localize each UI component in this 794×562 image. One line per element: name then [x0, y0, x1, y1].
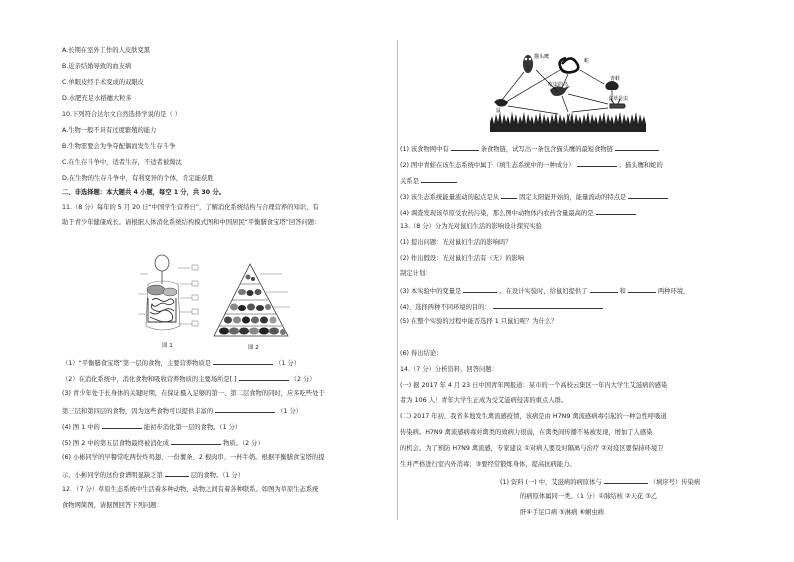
- food-web-label-bird: 吃虫的鸟: [548, 82, 569, 88]
- answer-blank[interactable]: [102, 422, 142, 429]
- q12-sub-2: (2) 图中青蛙在该生态系统中属于（填生态系统中的一种成分） ；猫头鹰和蛇的: [400, 162, 663, 169]
- column-divider: [397, 40, 398, 520]
- answer-blank[interactable]: [213, 358, 273, 365]
- q10-option-d: D.在生物的生存斗争中，有利变异的个体，肯定能获胜: [62, 175, 214, 182]
- question-10: 10.下列符合达尔文自然选择学说的是（ ）: [62, 111, 182, 118]
- figure-2-caption: 图 2: [248, 345, 259, 351]
- q12-sub-3: (3) 该生态系统能量流动的起点是从 固定太阳能开始的，能量流动的特点是: [400, 192, 668, 202]
- q14-sub-1: (1) 资料 (一) 中，艾滋病的病原体与 （填序号）传染病: [500, 479, 701, 486]
- snake-icon: [560, 58, 579, 72]
- q11-sub-6-line-2: 示，小彬同学的这份食谱明显缺乏第 层的食物。（1 分）: [62, 472, 245, 479]
- q11-line-1: 11.（8 分）每年的 5 月 20 日“中国学生营养日”，了解消化系统结构与合理营养的知识，有: [62, 204, 319, 211]
- figure-1-caption: 图 1: [162, 343, 173, 349]
- q11-sub-4: (4) 图 1 中的 能初步消化第一层的食物。（1 分）: [62, 424, 242, 431]
- q12-line-2: 食物网简图，请据图回答下列问题：: [62, 502, 163, 509]
- food-web-figure: [488, 48, 648, 134]
- option-a: A.长期在室外工作的人皮肤变黑: [62, 47, 151, 54]
- question-14: 14.（7 分）分析资料，回答问题：: [400, 366, 498, 373]
- answer-blank[interactable]: [215, 406, 275, 413]
- q14-sub-1-cont: 的病原体属同一类。（1 分）①肺结核 ②天花 ③乙: [520, 493, 658, 500]
- q11-line-2: 助于青少年健康成长。请根据人体消化系统结构模式图和中国居民“平衡膳食宝塔”回答问题：: [62, 219, 321, 226]
- q14-sub-1-options: 肝④手足口病 ⑤淋病 ⑥蛔虫病: [520, 509, 604, 516]
- q13-sub-6: (6) 得出结论：: [400, 350, 443, 357]
- answer-blank[interactable]: [577, 160, 617, 167]
- option-d: D.水肥充足水稻穗大粒多: [62, 95, 132, 102]
- q13-sub-5: (5) 在整个实验的过程中能否选择 1 只鼠妇呢？为什么？: [400, 318, 558, 325]
- answer-blank[interactable]: [493, 302, 603, 309]
- q14-para-2-line-2: 传染病。H7N9 禽流感病毒对禽类的致病力很弱，在禽类间传播不易被发现，增加了人感染: [400, 429, 653, 436]
- q13-sub-3: (3) 本实验中的变量是 。在设计实验时，给鼠妇提供了 和 两种环境，: [400, 288, 690, 295]
- answer-blank[interactable]: [421, 176, 457, 183]
- food-web-label-insect: 食草昆虫: [608, 96, 629, 102]
- q10-option-c: C.在生存斗争中，适者生存，不适者被淘汰: [62, 159, 182, 166]
- answer-blank[interactable]: [171, 438, 221, 445]
- answer-blank[interactable]: [451, 144, 479, 151]
- food-web-label-mouse: 鼠: [496, 108, 502, 114]
- q14-para-2-line-1: (二) 2017 年初，我省多地发生禽流感疫情，该病是由 H7N9 禽流感病毒引起的一种急性呼吸道: [400, 413, 667, 420]
- option-c: C.单眼皮经手术变成的双眼皮: [62, 79, 144, 86]
- q14-para-2-line-4: 生并严格进行室内外消毒；③要经常锻炼身体，提高抗病能力。: [400, 461, 576, 468]
- digestive-system-figure: [134, 254, 202, 340]
- answer-blank[interactable]: [596, 208, 636, 215]
- food-web-label-grass: 草: [566, 114, 572, 120]
- q11-sub-3-line-2: 第三层和第四层的食物，因为这些食物可以提供丰富的 （1 分）: [62, 408, 303, 415]
- option-b: B.近亲结婚导致的血友病: [62, 63, 132, 70]
- q13-sub-4: (4)、选择两种不同环境的目的：: [400, 302, 603, 312]
- frog-icon: [605, 81, 618, 90]
- q12-line-1: 12．（7 分）草原生态系统中生活着多种动物，动物之间有着各种联系。如图为草原生态系统: [62, 486, 319, 493]
- answer-blank[interactable]: [239, 374, 289, 381]
- q14-para-1-line-1: (一) 据 2017 年 4 月 23 日中国青年网报道：某市的一个高校云集区一年内大学生艾滋病的感染: [400, 382, 668, 389]
- q12-sub-2-cont: 关系是: [400, 176, 457, 186]
- q10-option-a: A.生物一般不具有过度繁殖的能力: [62, 127, 157, 134]
- q11-sub-3-line-1: (3) 青少年处于长身体的关键时期，在保证摄入足够的第一、第二层食物的同时，应多吃些处于: [62, 390, 325, 397]
- q12-sub-1: (1) 该食物网中有 条食物链，试写出一条包含猫头鹰的最短食物链: [400, 144, 659, 154]
- food-pyramid-figure: [210, 262, 296, 340]
- food-web-label-owl: 猫头鹰: [534, 54, 550, 60]
- food-web-label-frog: 青蛙: [610, 76, 621, 82]
- q11-sub-1: （1）“平衡膳食宝塔”第一层的食物，主要营养物质是 （1 分）: [62, 360, 300, 367]
- q13-sub-1: (1) 提出问题：光对鼠妇生活的影响吗？: [400, 239, 512, 246]
- answer-blank[interactable]: [463, 286, 497, 293]
- q12-sub-4: (4) 调查发现该草原受农药污染，那么图中动物体内农药含量最高的是: [400, 208, 636, 218]
- answer-blank[interactable]: [501, 192, 517, 199]
- answer-blank[interactable]: [628, 286, 656, 293]
- answer-blank[interactable]: [604, 477, 648, 484]
- section-2-heading: 二、非选择题：本大题共 4 小题，每空 1 分，共 30 分。: [62, 189, 225, 196]
- q11-sub-5: (5) 图 2 中的第五层食物最终被消化成 物质。（2 分）: [62, 440, 264, 447]
- q14-para-1-line-2: 者为 106 人！青年大学生正成为受艾滋病侵害的重点人群。: [400, 397, 568, 404]
- owl-icon: [523, 55, 533, 73]
- plan-heading: 制定计划：: [400, 270, 432, 277]
- q11-sub-6-line-1: (6) 小彬同学的早餐常吃两份炸鸡翅、一份薯条、2 根肉串、一杯牛奶。根据平衡膳食宝塔的提: [62, 454, 325, 461]
- q11-sub-2: （2）在消化系统中，消化食物和吸收营养物质的主要场所是[ ] （2 分）: [62, 376, 316, 383]
- mouse-icon: [494, 99, 508, 107]
- food-web-label-snake: 蛇: [584, 58, 590, 64]
- q14-para-2-line-3: 的机会。为了预防 H7N9 禽流感，专家建议 ①对病人要及时隔离与治疗 ②对疫区要保持环境卫: [400, 445, 664, 452]
- answer-blank[interactable]: [615, 144, 659, 151]
- question-13: 13.（8 分）分为光对鼠妇生活的影响设计探究实验: [400, 223, 542, 230]
- answer-blank[interactable]: [590, 286, 618, 293]
- q13-sub-2: (2) 作出假设：光对鼠妇生活有（无）的影响: [400, 255, 525, 262]
- q10-option-b: B.生物需要会为争夺配偶而发生生存斗争: [62, 143, 176, 150]
- answer-blank[interactable]: [165, 470, 189, 477]
- answer-blank[interactable]: [628, 192, 668, 199]
